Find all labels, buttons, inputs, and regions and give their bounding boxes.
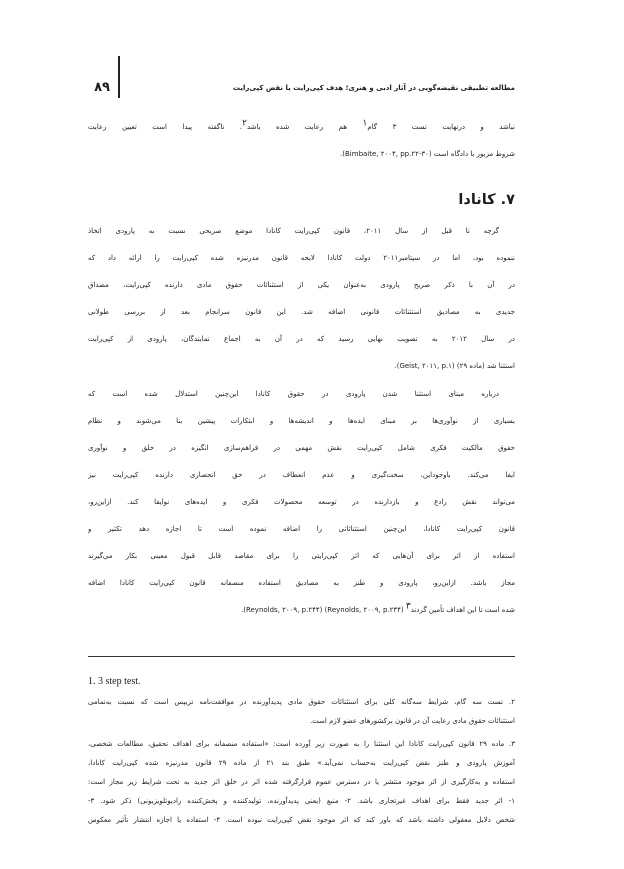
body-line: بسیاری از نوآوری‌ها بر مبنای ایده‌ها و اندیشه‌ها و ابتکارات پیشین بنا می‌شوند و نظام — [88, 417, 515, 425]
footnote-marker: ۱ — [362, 118, 368, 129]
footnote-rule — [88, 656, 515, 657]
body-line: در آن با ذکر صریح پارودی به‌عنوان یکی از استثنائات حقوق مادی دارنده کپی‌رایت، مصداق — [88, 281, 515, 289]
footnote-2 — [88, 693, 515, 731]
body-line: ایفا می‌کند. باوجوداین، سخت‌گیری و عدم انعطاف در حق انحصاری دارنده کپی‌رایت نیز — [88, 471, 515, 479]
paragraph-canada-rationale — [88, 381, 515, 624]
footnote-line: ۲. تست سه گام، شرایط سه‌گانه کلی برای استثنائات حقوق مادی پدیدآورنده در موافقت‌نامه تریپس است که نسبت به‌تمامی — [88, 698, 515, 706]
body-line — [88, 114, 515, 141]
body-line: استثنا شد (ماده ۲۹) (Geist, ۲۰۱۱, p.۱). — [394, 362, 515, 370]
footnote-line: استثنائات حقوق مادی رعایت آن در قانون برکشورهای عضو لازم است. — [309, 717, 515, 725]
body-line: شروط مزبور با دادگاه است (Bimbaite, ۲۰۰۴, pp.۲۲-۳۰). — [340, 150, 515, 158]
body-line: درباره مبنای استثنا شدن پارودی در حقوق کانادا این‌چنین استدلال شده است که — [88, 390, 499, 398]
running-header-title: مطالعه تطبیقی نقیضه‌گویی در آثار ادبی و هنری؛ هدف کپی‌رایت یا نقض کپی‌رایت — [232, 84, 515, 92]
paragraph-continuation — [88, 114, 515, 168]
footnote-line: ۱- اثر جدید فقط برای اهداف غیرتجاری باشد. ۲- منبع (یعنی پدیدآورنده، تولیدکننده و پخش‌کننده رادیوتلویزیونی) ذکر شود. ۳- — [88, 797, 515, 805]
footnote-line: استفاده و به‌کارگیری از اثر موجود منتشر یا در دسترس عموم قرارگرفته شده اثر در خلق اثر جدید به تحت شرایط زیر مجاز است: — [88, 778, 515, 786]
paragraph-canada-intro — [88, 218, 515, 380]
body-text: هم رعایت شده باشد — [246, 123, 363, 131]
footnote-marker: ۲ — [242, 118, 247, 129]
body-line: مجاز باشد. ازاین‌رو، پارودی و طنز به مصادیق استفاده منصفانه قانون کپی‌رایت کانادا اضافه — [88, 579, 515, 587]
body-line: استفاده از اثر برای آن‌هایی که اثر کپی‌رایتی را برای مقاصد قابل قبول معینی بکار می‌گیرند — [88, 552, 515, 560]
body-line: می‌تواند نقش رادع و بازدارنده در توسعه محصولات فکری و ایده‌های نوایفا کند. ازاین‌رو، — [88, 498, 515, 506]
body-line: گرچه تا قبل از سال ۲۰۱۱، قانون کپی‌رایت کانادا موضع صریحی نسبت به پارودی اتخاذ — [88, 227, 499, 235]
section-heading: ۷. کانادا — [458, 192, 515, 208]
body-text: (Reynolds, ۲۰۰۹, p.۲۴۴) (Reynolds, ۲۰۰۹, p.۲۴۴). — [240, 606, 406, 614]
section-heading-block — [88, 187, 515, 214]
footnote-line: ۳. ماده ۲۹ قانون کپی‌رایت کانادا این استثنا را به صورت زیر آورده است: «استفاده منصفانه برای اهداف تحقیق، مطالعات شخصی، — [88, 740, 515, 748]
header-divider — [118, 56, 120, 98]
body-text: شده است تا این اهداف تأمین گردند — [410, 606, 515, 614]
footnote-line: آموزش پارودی و طنز نقض کپی‌رایت به‌حساب نمی‌آید.» طبق بند ۲۱ از ماده ۲۹ قانون مدرنیزه شده کپی‌رایت کانادا، — [88, 759, 515, 767]
footnote-3 — [88, 735, 515, 830]
body-line: حقوق مالکیت فکری شامل کپی‌رایت نقش مهمی در فراهم‌سازی انگیزه در خلق و نوآوری — [88, 444, 515, 452]
page-number: ۸۹ — [94, 80, 110, 95]
body-line: در سال ۲۰۱۲ به تصویب نهایی رسید که در آن به اجماع نمایندگان، پارودی از کپی‌رایت — [88, 335, 515, 343]
footnote-1: 1. 3 step test. — [88, 676, 141, 687]
footnote-marker: ۳ — [405, 601, 411, 612]
body-text: نباشد و درنهایت تست ۳ گام — [367, 123, 515, 131]
body-text: . ناگفته پیدا است تعیین رعایت — [88, 123, 243, 131]
body-line — [88, 597, 515, 624]
body-line: ننموده بود، اما در سپتامبر۲۰۱۱ دولت کانادا لایحه قانون مدرنیزه شده کپی‌رایت را ارائه داد که — [88, 254, 515, 262]
body-line: قانون کپی‌رایت کانادا، این‌چنین استثنائاتی را اضافه نموده است تا اجازه دهد تکثیر و — [88, 525, 515, 533]
body-line: جدیدی به مصادیق استثنائات قانونی اضافه شد. این قانون سرانجام بعد از بررسی طولانی — [88, 308, 515, 316]
footnote-line: شخص دلایل معقولی داشته باشد که باور کند که اثر موجود نقض کپی‌رایت نبوده است. ۴- استفاده یا اجازه انتشار تأثیر معکوس — [88, 816, 515, 824]
